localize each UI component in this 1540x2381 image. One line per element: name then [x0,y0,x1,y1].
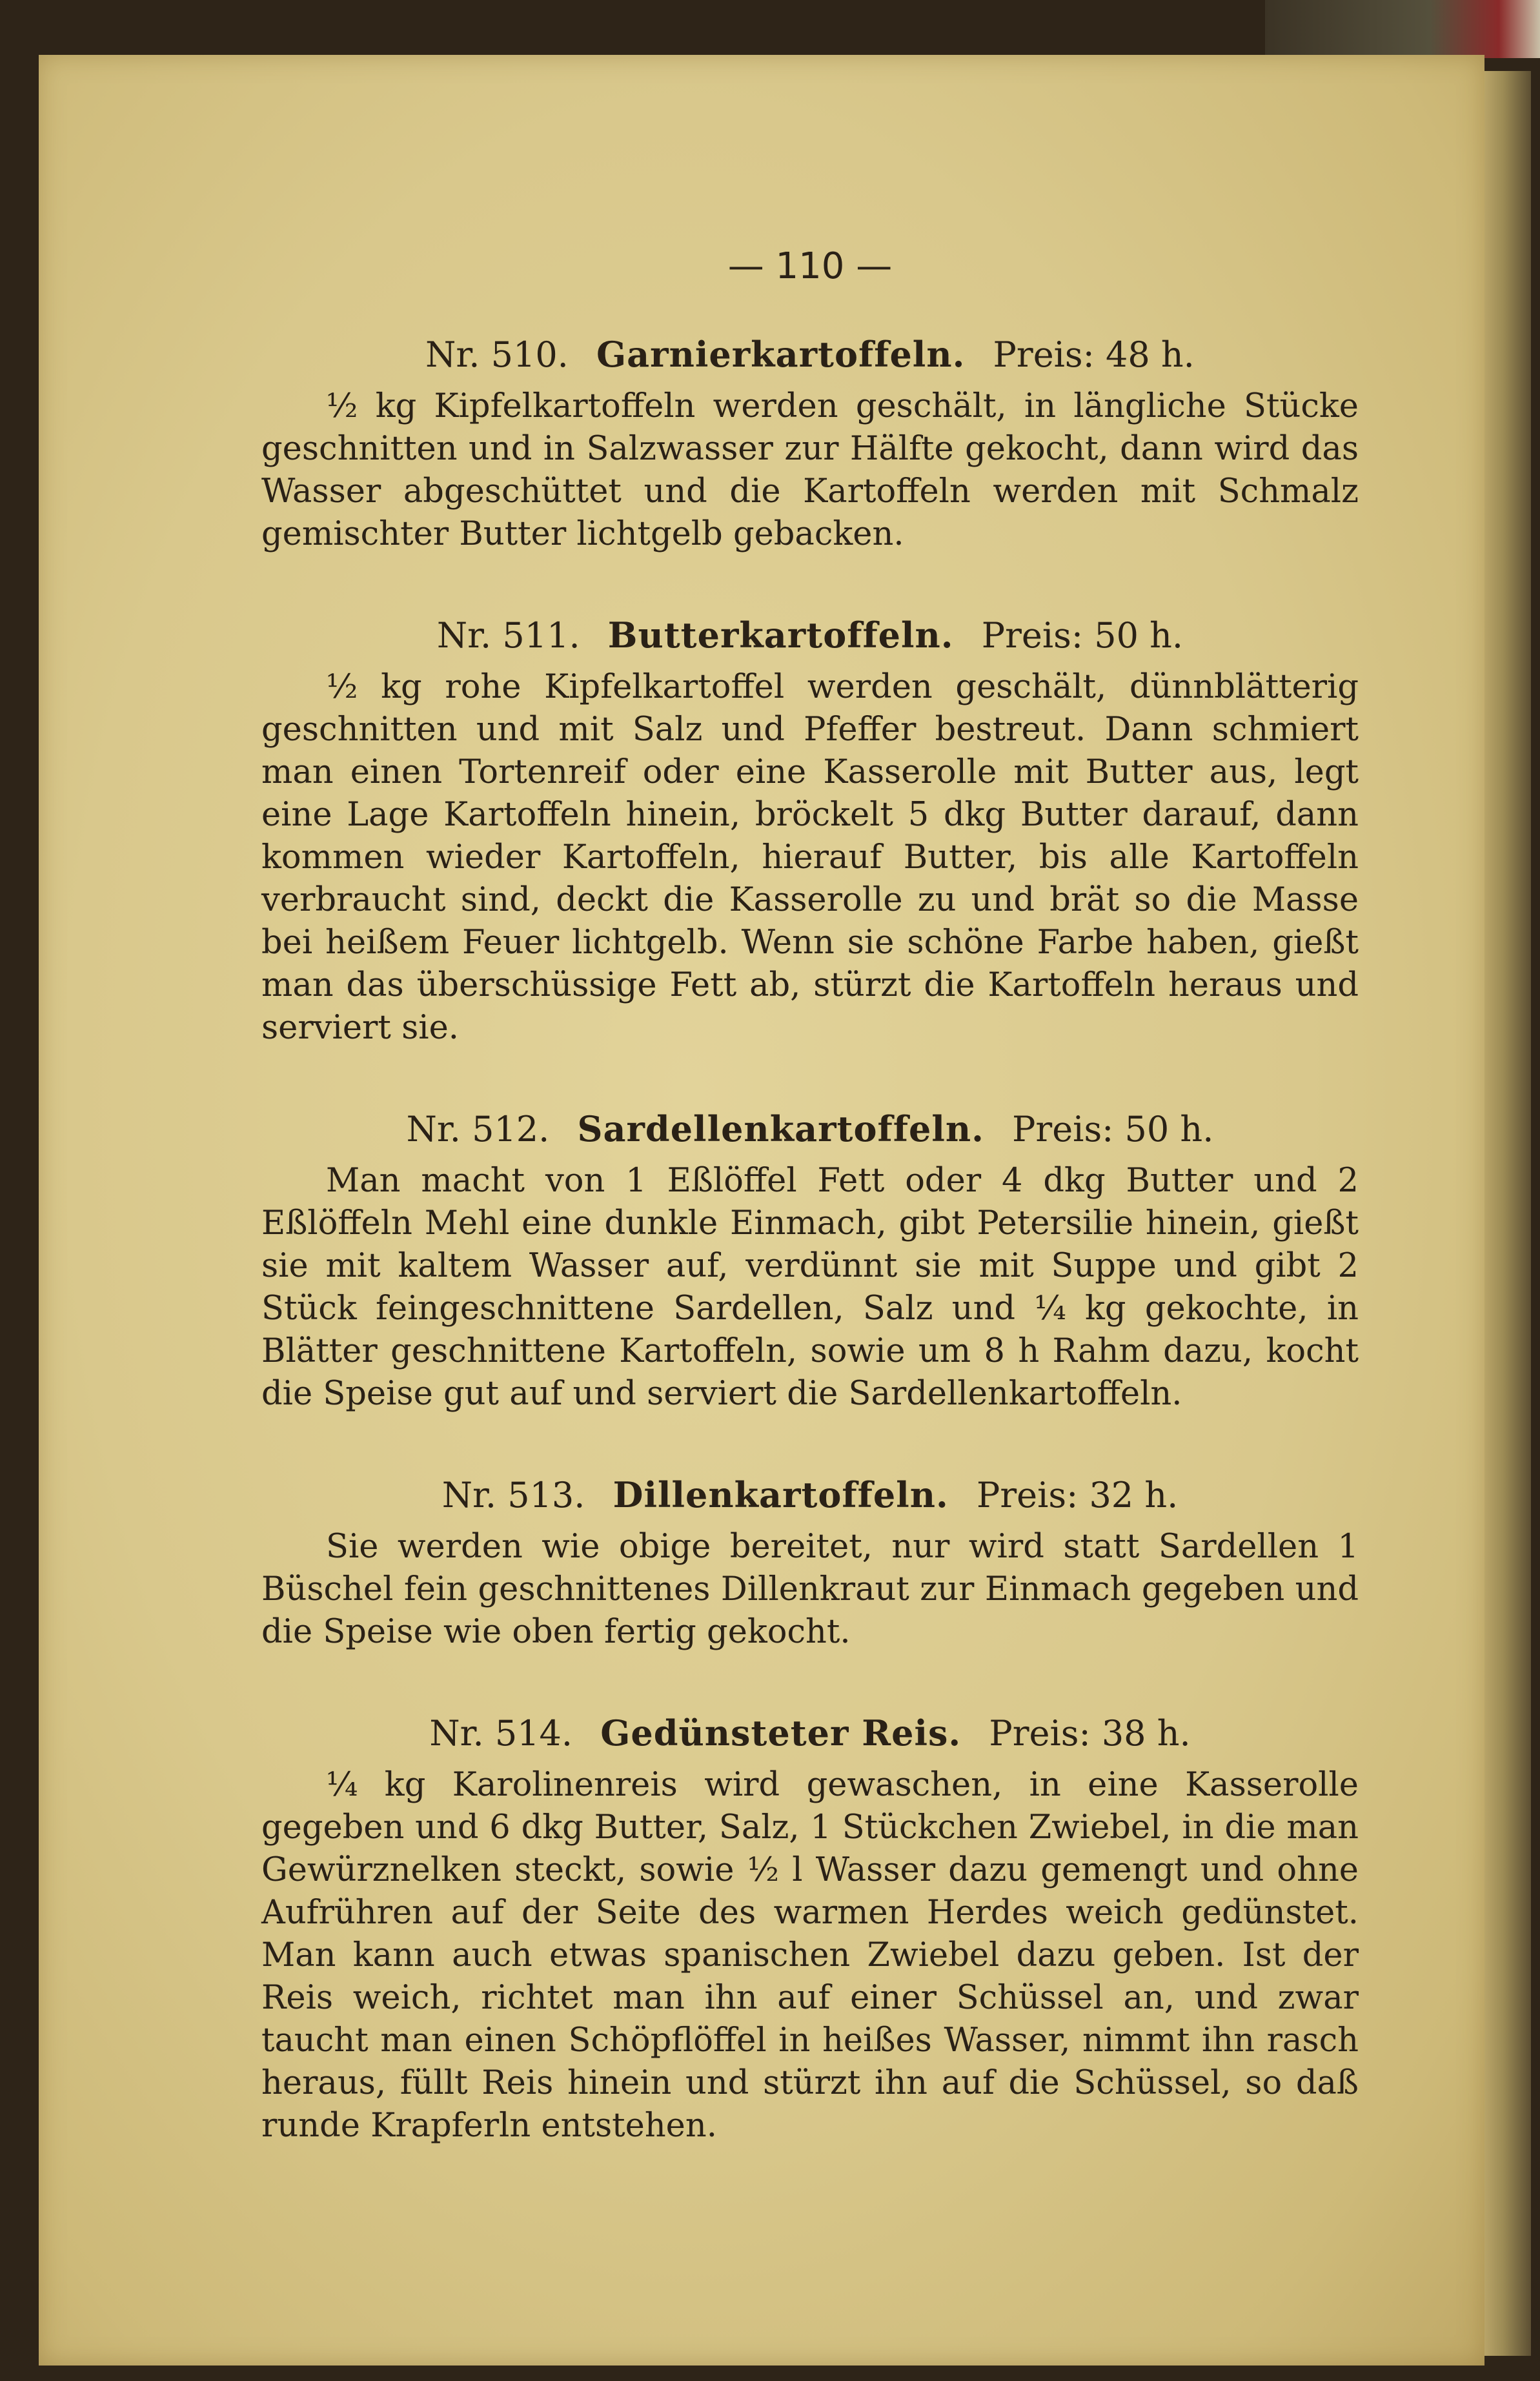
price-label: Preis: [989,1713,1091,1754]
recipe-header [261,333,1359,376]
price-value: 38 h. [1101,1713,1191,1754]
price-value: 48 h. [1106,334,1195,375]
recipe-511 [261,614,1359,1049]
price-label: Preis: [976,1475,1079,1515]
recipe-title: Dillenkartoffeln. [613,1474,949,1515]
recipe-title: Garnierkartoffeln. [596,334,966,375]
recipe-text: Sie werden wie obige bereitet, nur wird statt Sardellen 1 Büschel fein geschnittenes Dillenkraut zur Einmach gegeben und die Speise wie oben fertig gekocht. [261,1528,1359,1651]
recipe-text: ¼ kg Karolinenreis wird gewaschen, in eine Kasserolle gegeben und 6 dkg Butter, Salz, 1 Stückchen Zwiebel, in die man Gewürznelken steckt, sowie ½ l Wasser dazu gemengt und ohne Aufrühren auf der Seite des warmen Herdes weich gedünstet. Man kann auch etwas spanischen Zwiebel dazu geben. Ist der Reis weich, richtet man ihn auf einer Schüssel an, und zwar taucht man einen Schöpflöffel in heißes Wasser, nimmt ihn rasch heraus, füllt Reis hinein und stürzt ihn auf die Schüssel, so daß runde Krapferln entstehen. [261,1766,1359,2145]
price-value: 50 h. [1094,615,1184,656]
recipe-title: Butterkartoffeln. [607,614,954,656]
recipe-header [261,614,1359,657]
recipe-title: Gedünsteter Reis. [600,1712,962,1754]
book-spine-edge [1265,0,1540,58]
recipe-header [261,1712,1359,1755]
price-label: Preis: [993,334,1095,375]
price-value: 32 h. [1089,1475,1179,1515]
page-content [261,245,1359,2205]
recipe-text: ½ kg rohe Kipfelkartoffel werden geschält, dünnblätterig geschnitten und mit Salz und Pfeffer bestreut. Dann schmiert man einen Tortenreif oder eine Kasserolle mit Butter aus, legt eine Lage Kartoffeln hinein, bröckelt 5 dkg Butter darauf, dann kommen wieder Kartoffeln, hierauf Butter, bis alle Kartoffeln verbraucht sind, deckt die Kasserolle zu und brät so die Masse bei heißem Feuer lichtgelb. Wenn sie schöne Farbe haben, gießt man das überschüssige Fett ab, stürzt die Kartoffeln heraus und serviert sie. [261,668,1359,1047]
recipe-text: Man macht von 1 Eßlöffel Fett oder 4 dkg Butter und 2 Eßlöffeln Mehl eine dunkle Einmach, gibt Petersilie hinein, gießt sie mit kaltem Wasser auf, verdünnt sie mit Suppe und gibt 2 Stück feingeschnittene Sardellen, Salz und ¼ kg gekochte, in Blätter geschnittene Kartoffeln, sowie um 8 h Rahm dazu, kocht die Speise gut auf und serviert die Sardellenkartoffeln. [261,1162,1359,1413]
recipe-header [261,1474,1359,1517]
page-number: — 110 — [727,245,893,287]
recipe-number: Nr. 510. [425,334,569,375]
recipe-number: Nr. 513. [441,1475,585,1515]
recipe-514 [261,1712,1359,2147]
price-value: 50 h. [1124,1109,1214,1150]
recipe-513 [261,1474,1359,1654]
recipe-header [261,1108,1359,1151]
recipe-text: ½ kg Kipfelkartoffeln werden geschält, in längliche Stücke geschnitten und in Salzwasser zur Hälfte gekocht, dann wird das Wasser abgeschüttet und die Kartoffeln werden mit Schmalz gemischter Butter lichtgelb gebacken. [261,387,1359,553]
recipe-number: Nr. 512. [406,1109,550,1150]
recipe-number: Nr. 511. [436,615,580,656]
recipe-number: Nr. 514. [429,1713,573,1754]
recipe-title: Sardellenkartoffeln. [577,1108,984,1150]
recipe-510 [261,333,1359,556]
price-label: Preis: [1012,1109,1114,1150]
recipe-512 [261,1108,1359,1415]
price-label: Preis: [981,615,1084,656]
page-edge-shadow [1484,71,1531,2356]
